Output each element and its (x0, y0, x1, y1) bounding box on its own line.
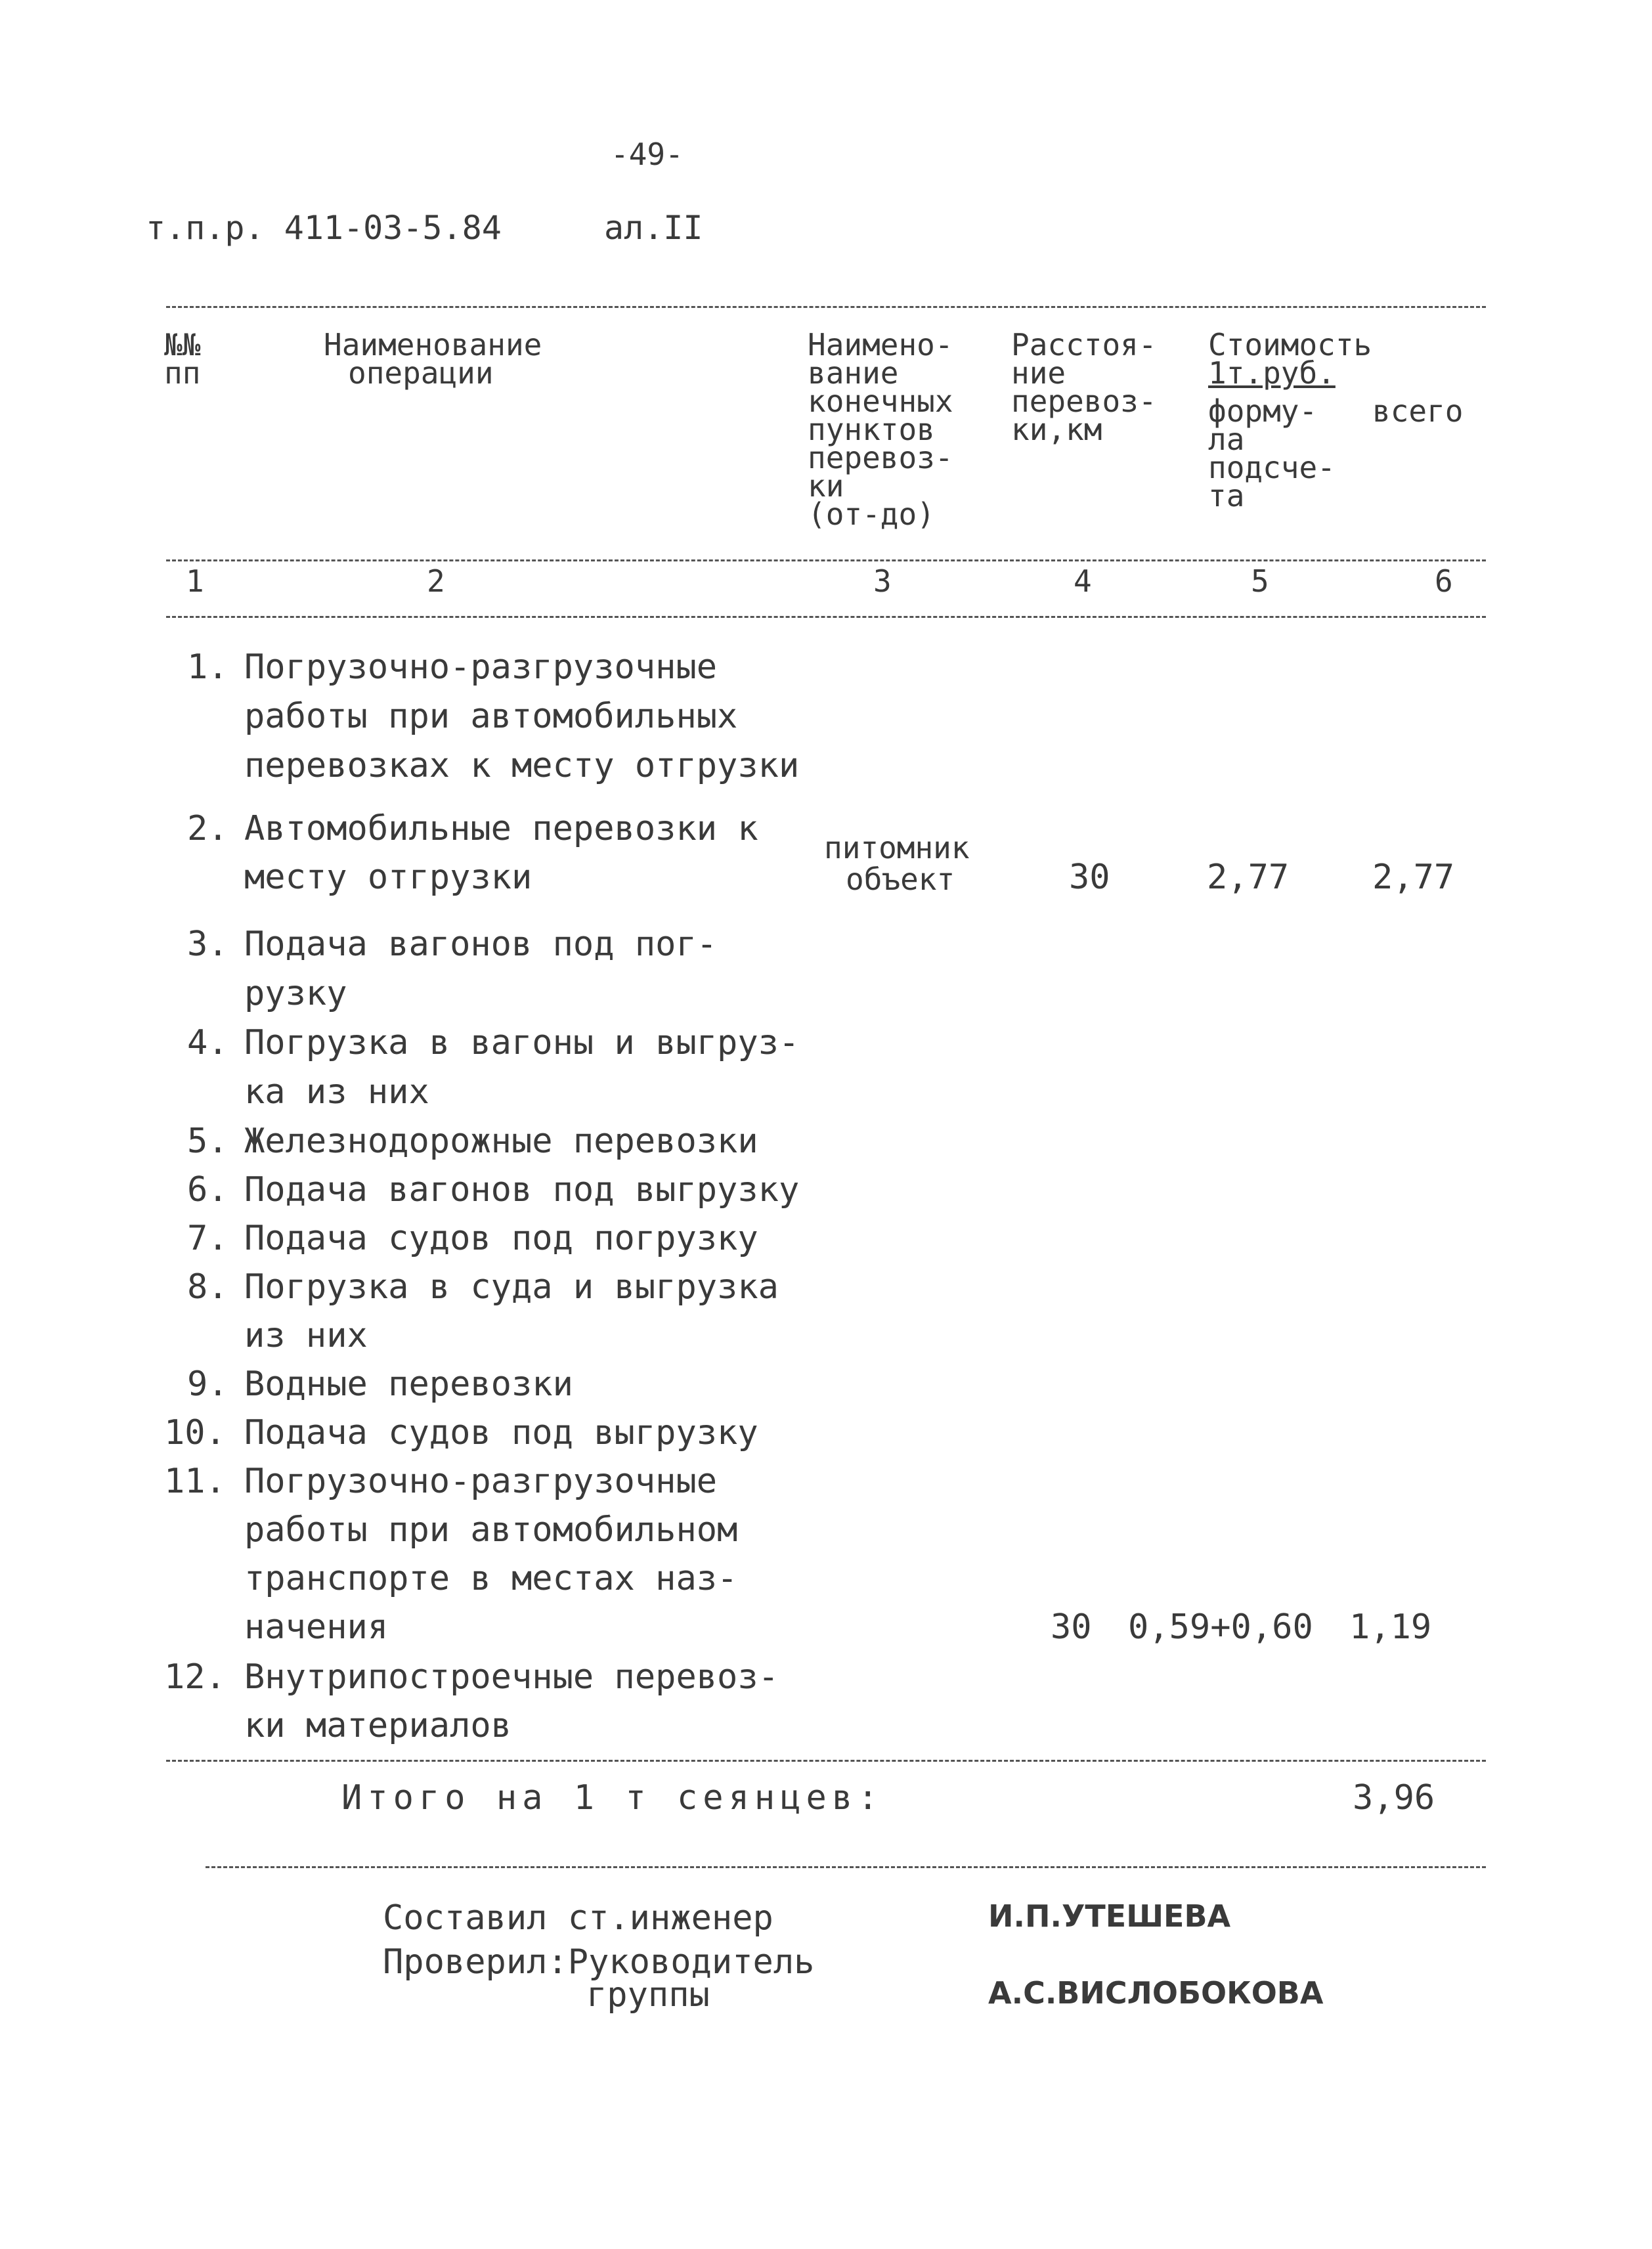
row-2-total: 2,77 (1372, 858, 1455, 897)
total-label: Итого на 1 т сеянцев: (341, 1778, 884, 1818)
row-11-total: 1,19 (1349, 1607, 1432, 1647)
row-2-name-line-2: месту отгрузки (244, 858, 533, 897)
row-1-name-line-3: перевозках к месту отгрузки (244, 746, 800, 785)
header-cost-group-line-2: 1т.руб. (1208, 355, 1336, 391)
header-col-3-line-6: ки (808, 468, 844, 504)
header-col-5-line-1: форму- (1208, 393, 1318, 429)
header-mid-rule (166, 559, 1486, 561)
row-9-number: 9. (187, 1365, 228, 1404)
row-8-name-line-2: из них (244, 1316, 368, 1355)
header-col-3-line-5: перевоз- (808, 440, 953, 475)
col-number-3: 3 (873, 563, 892, 599)
row-12-number: 12. (164, 1657, 226, 1697)
checked-label-line-1: Проверил:Руководитель (383, 1942, 815, 1982)
row-2-formula: 2,77 (1207, 858, 1290, 897)
row-11-name-line-3: транспорте в местах наз- (244, 1559, 738, 1598)
row-12-name-line-2: ки материалов (244, 1706, 511, 1745)
row-8-number: 8. (187, 1267, 228, 1307)
row-5-number: 5. (187, 1122, 228, 1161)
header-col-1-line-1: №№ (164, 327, 201, 362)
row-2-points-line-1: питомник (824, 830, 970, 865)
header-col-5-line-2: ла (1208, 422, 1245, 457)
row-7-name-line-1: Подача судов под погрузку (244, 1219, 758, 1258)
header-cost-group-line-1: Стоимость (1208, 327, 1372, 362)
row-11-name-line-2: работы при автомобильном (244, 1510, 738, 1550)
header-col-4-line-3: перевоз- (1011, 383, 1157, 419)
doc-album: ал.II (604, 209, 703, 247)
compiled-label: Составил ст.инженер (383, 1898, 773, 1938)
col-number-2: 2 (427, 563, 445, 599)
row-11-name-line-1: Погрузочно-разгрузочные (244, 1462, 718, 1501)
header-col-3-line-2: вание (808, 355, 899, 391)
row-2-points-line-2: объект (846, 862, 955, 897)
row-6-name-line-1: Подача вагонов под выгрузку (244, 1170, 800, 1210)
page-number: -49- (611, 137, 684, 172)
row-2-distance: 30 (1069, 858, 1110, 897)
row-2-number: 2. (187, 809, 228, 848)
row-6-number: 6. (187, 1170, 228, 1210)
row-11-distance: 30 (1051, 1607, 1092, 1647)
row-5-name-line-1: Железнодорожные перевозки (244, 1122, 758, 1161)
row-4-name-line-2: ка из них (244, 1072, 429, 1112)
compiled-name: И.П.УТЕШЕВА (988, 1898, 1231, 1934)
row-3-name-line-2: рузку (244, 974, 347, 1013)
total-bottom-rule (206, 1866, 1486, 1868)
header-col-3-line-4: пунктов (808, 412, 935, 447)
row-11-name-line-4: начения (244, 1607, 389, 1647)
checked-name: А.С.ВИСЛОБОКОВА (988, 1975, 1324, 2011)
row-1-name-line-1: Погрузочно-разгрузочные (244, 647, 718, 687)
row-4-number: 4. (187, 1023, 228, 1062)
header-bottom-rule (166, 616, 1486, 618)
row-1-number: 1. (187, 647, 228, 687)
header-col-1-line-2: пп (164, 355, 201, 391)
row-7-number: 7. (187, 1219, 228, 1258)
row-4-name-line-1: Погрузка в вагоны и выгруз- (244, 1023, 800, 1062)
row-11-formula: 0,59+0,60 (1128, 1607, 1313, 1647)
header-col-4-line-2: ние (1011, 355, 1066, 391)
header-col-4-line-1: Расстоя- (1011, 327, 1157, 362)
header-top-rule (166, 306, 1486, 308)
row-3-name-line-1: Подача вагонов под пог- (244, 925, 718, 964)
row-2-name-line-1: Автомобильные перевозки к (244, 809, 758, 848)
row-1-name-line-2: работы при автомобильных (244, 697, 738, 736)
col-number-6: 6 (1435, 563, 1453, 599)
header-col-3-line-7: (от-до) (808, 496, 935, 532)
row-8-name-line-1: Погрузка в суда и выгрузка (244, 1267, 779, 1307)
header-col-5-line-4: та (1208, 478, 1245, 513)
header-col-3-line-3: конечных (808, 383, 953, 419)
header-col-5-line-3: подсче- (1208, 450, 1336, 485)
checked-label-line-2: группы (586, 1975, 710, 2015)
row-12-name-line-1: Внутрипостроечные перевоз- (244, 1657, 779, 1697)
row-10-name-line-1: Подача судов под выгрузку (244, 1413, 758, 1452)
header-col-3-line-1: Наимено- (808, 327, 953, 362)
row-11-number: 11. (164, 1462, 226, 1501)
col-number-5: 5 (1251, 563, 1269, 599)
row-9-name-line-1: Водные перевозки (244, 1365, 573, 1404)
header-col-4-line-4: ки,км (1011, 412, 1102, 447)
row-3-number: 3. (187, 925, 228, 964)
total-top-rule (166, 1760, 1486, 1762)
header-col-2-line-1: Наименование (324, 327, 542, 362)
header-col-2-line-2: операции (348, 355, 494, 391)
row-10-number: 10. (164, 1413, 226, 1452)
col-number-4: 4 (1074, 563, 1092, 599)
col-number-1: 1 (186, 563, 204, 599)
header-col-6-line-1: всего (1372, 393, 1464, 429)
doc-code: т.п.р. 411-03-5.84 (146, 209, 502, 247)
total-value: 3,96 (1353, 1778, 1435, 1818)
